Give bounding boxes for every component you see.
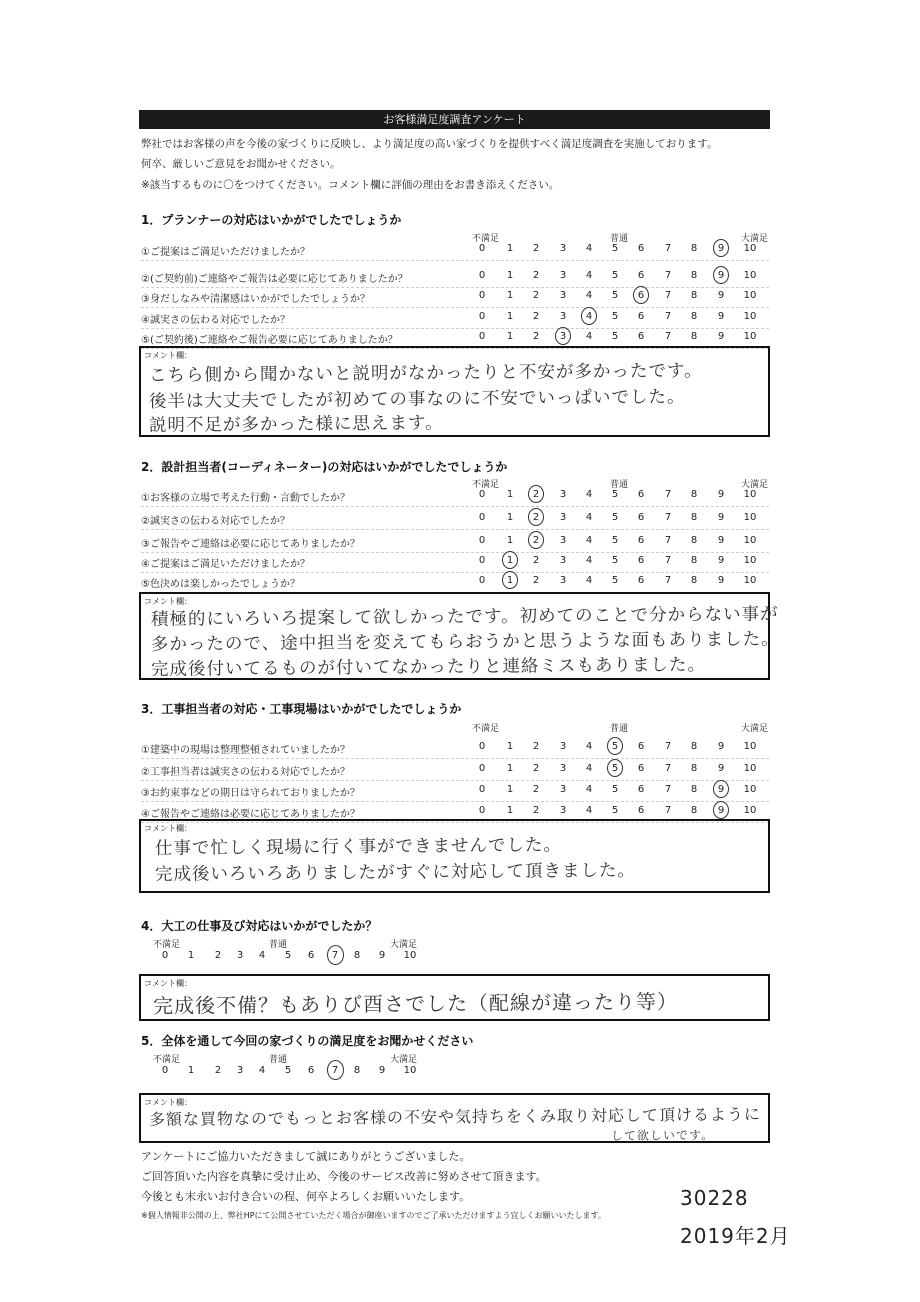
- scale-option-8[interactable]: 8: [690, 489, 698, 500]
- scale-mid-label: 普通: [610, 724, 629, 734]
- scale-option-3[interactable]: 3: [559, 489, 567, 500]
- scale-option-9[interactable]: 9: [378, 1065, 386, 1076]
- scale-option-1[interactable]: 1: [506, 243, 514, 254]
- scale-option-4[interactable]: 4: [585, 763, 593, 774]
- scale-option-10[interactable]: 10: [743, 243, 757, 254]
- scale-option-2[interactable]: 2: [532, 555, 540, 566]
- scale-option-1[interactable]: 1: [506, 784, 514, 795]
- scale-option-1[interactable]: 1: [506, 575, 514, 586]
- scale-option-7[interactable]: 7: [664, 805, 672, 816]
- scale-option-8[interactable]: 8: [690, 270, 698, 281]
- handwritten-comment-line: 完成後不備？もありび酉さでした（配線が違ったり等）: [152, 989, 679, 1018]
- selected-circle-mark: [327, 945, 344, 965]
- scale-option-9[interactable]: 9: [717, 290, 725, 301]
- scale-option-2[interactable]: 2: [532, 243, 540, 254]
- scale-option-10[interactable]: 10: [743, 741, 757, 752]
- scale-option-8[interactable]: 8: [690, 741, 698, 752]
- scale-option-2[interactable]: 2: [532, 331, 540, 342]
- scale-option-3[interactable]: 3: [559, 555, 567, 566]
- scale-option-10[interactable]: 10: [743, 575, 757, 586]
- scale-option-5[interactable]: 5: [284, 1065, 292, 1076]
- scale-option-7[interactable]: 7: [664, 763, 672, 774]
- scale-option-0[interactable]: 0: [478, 535, 486, 546]
- question-label: ①お客様の立場で考えた行動・言動でしたか？: [141, 493, 350, 504]
- section-4-title: 4．大工の仕事及び対応はいかがでしたか？: [141, 919, 378, 933]
- scale-option-1[interactable]: 1: [506, 763, 514, 774]
- scale-option-10[interactable]: 10: [743, 535, 757, 546]
- scale-low-label: 不満足: [472, 234, 500, 244]
- scale-option-2[interactable]: 2: [532, 535, 540, 546]
- scale-option-8[interactable]: 8: [690, 805, 698, 816]
- scale-option-4[interactable]: 4: [585, 784, 593, 795]
- scale-option-5[interactable]: 5: [611, 489, 619, 500]
- scale-option-2[interactable]: 2: [532, 763, 540, 774]
- scale-option-4[interactable]: 4: [585, 512, 593, 523]
- scale-option-10[interactable]: 10: [743, 311, 757, 322]
- section-2-title: 2．設計担当者(コーディネーター)の対応はいかがでしたでしょうか: [141, 460, 508, 474]
- scale-option-4[interactable]: 4: [585, 489, 593, 500]
- scale-option-8[interactable]: 8: [690, 290, 698, 301]
- scale-option-9[interactable]: 9: [717, 784, 725, 795]
- handwritten-comment-line: 後半は大丈夫でしたが初めての事なのに不安でいっぱいでした。: [148, 387, 686, 412]
- scale-option-4[interactable]: 4: [585, 311, 593, 322]
- scale-option-6[interactable]: 6: [637, 555, 645, 566]
- scale-option-7[interactable]: 7: [664, 575, 672, 586]
- scale-option-6[interactable]: 6: [637, 270, 645, 281]
- comment-label: コメント欄：: [144, 1098, 192, 1107]
- section-3-title: 3．工事担当者の対応・工事現場はいかがでしたでしょうか: [141, 702, 462, 716]
- scale-option-4[interactable]: 4: [258, 1065, 266, 1076]
- question-row-divider: [141, 506, 769, 507]
- scale-option-7[interactable]: 7: [664, 741, 672, 752]
- scale-option-7[interactable]: 7: [664, 331, 672, 342]
- scale-option-0[interactable]: 0: [478, 489, 486, 500]
- scale-option-9[interactable]: 9: [717, 243, 725, 254]
- scale-option-7[interactable]: 7: [331, 950, 339, 961]
- privacy-note: ※個人情報非公開の上、弊社HPにて公開させていただく場合が御座いますのでご了承いただけますよう宜しくお願いいたします。: [141, 1211, 606, 1220]
- question-label: ⑤色決めは楽しかったでしょうか？: [141, 579, 300, 590]
- question-label: ④誠実さの伝わる対応でしたか？: [141, 315, 290, 326]
- scale-option-9[interactable]: 9: [717, 311, 725, 322]
- scale-option-3[interactable]: 3: [559, 243, 567, 254]
- scale-option-6[interactable]: 6: [637, 512, 645, 523]
- scale-mid-label: 普通: [269, 1055, 288, 1065]
- intro-line-1: 弊社ではお客様の声を今後の家づくりに反映し、より満足度の高い家づくりを提供すべく満足度調査を実施しております。: [141, 138, 718, 150]
- comment-label: コメント欄：: [144, 824, 192, 833]
- comment-label: コメント欄：: [144, 979, 192, 988]
- scale-option-1[interactable]: 1: [506, 270, 514, 281]
- question-label: ②工事担当者は誠実さの伝わる対応でしたか？: [141, 767, 350, 778]
- scale-option-3[interactable]: 3: [559, 290, 567, 301]
- scale-option-8[interactable]: 8: [690, 243, 698, 254]
- scale-option-3[interactable]: 3: [559, 805, 567, 816]
- selected-circle-mark: [713, 801, 729, 819]
- scale-option-7[interactable]: 7: [664, 489, 672, 500]
- section-1-comment-box: [139, 346, 770, 437]
- scale-option-4[interactable]: 4: [585, 535, 593, 546]
- scale-option-7[interactable]: 7: [664, 311, 672, 322]
- question-row-divider: [141, 780, 769, 781]
- scale-option-0[interactable]: 0: [478, 311, 486, 322]
- scale-option-4[interactable]: 4: [585, 555, 593, 566]
- scale-option-1[interactable]: 1: [506, 331, 514, 342]
- scale-option-4[interactable]: 4: [585, 741, 593, 752]
- scale-option-0[interactable]: 0: [161, 950, 169, 961]
- scale-option-4[interactable]: 4: [585, 331, 593, 342]
- selected-circle-mark: [528, 485, 544, 503]
- scale-option-10[interactable]: 10: [403, 950, 417, 961]
- scale-option-1[interactable]: 1: [506, 512, 514, 523]
- handwritten-comment-line: 完成後いろいろありましたがすぐに対応して頂きました。: [154, 860, 637, 885]
- scale-option-10[interactable]: 10: [743, 784, 757, 795]
- scale-option-7[interactable]: 7: [664, 243, 672, 254]
- question-label: ③お約束事などの期日は守られておりましたか？: [141, 788, 360, 799]
- scale-option-7[interactable]: 7: [331, 1065, 339, 1076]
- question-row-divider: [141, 328, 769, 329]
- scale-option-0[interactable]: 0: [478, 331, 486, 342]
- scale-option-2[interactable]: 2: [532, 805, 540, 816]
- scale-low-label: 不満足: [153, 1055, 181, 1065]
- scale-option-10[interactable]: 10: [743, 512, 757, 523]
- scale-option-0[interactable]: 0: [478, 243, 486, 254]
- question-row-divider: [141, 260, 769, 261]
- question-label: ②(ご契約前)ご連絡やご報告は必要に応じてありましたか？: [141, 274, 408, 285]
- selected-circle-mark: [502, 571, 518, 589]
- scale-low-label: 不満足: [153, 940, 181, 950]
- handwritten-comment-line: 多額な買物なのでもっとお客様の不安や気持ちをくみ取り対応して頂けるように: [148, 1104, 762, 1129]
- scale-option-2[interactable]: 2: [532, 741, 540, 752]
- scale-option-3[interactable]: 3: [559, 741, 567, 752]
- handwritten-comment-line: して欲しいです。: [610, 1128, 715, 1143]
- scale-option-5[interactable]: 5: [611, 555, 619, 566]
- scale-option-2[interactable]: 2: [532, 784, 540, 795]
- scale-option-7[interactable]: 7: [664, 535, 672, 546]
- scale-option-0[interactable]: 0: [478, 270, 486, 281]
- scale-option-0[interactable]: 0: [478, 805, 486, 816]
- scale-option-2[interactable]: 2: [214, 1065, 222, 1076]
- scale-option-8[interactable]: 8: [353, 950, 361, 961]
- selected-circle-mark: [713, 239, 729, 257]
- section-5-comment-box: [139, 1093, 770, 1143]
- scale-option-10[interactable]: 10: [743, 555, 757, 566]
- scale-option-1[interactable]: 1: [187, 1065, 195, 1076]
- thanks-line-3: 今後とも末永いお付き合いの程、何卒よろしくお願いいたします。: [141, 1190, 471, 1203]
- thanks-line-1: アンケートにご協力いただきまして誠にありがとうございました。: [141, 1150, 471, 1163]
- scale-option-2[interactable]: 2: [532, 311, 540, 322]
- scale-high-label: 大満足: [741, 480, 769, 490]
- scale-option-0[interactable]: 0: [478, 763, 486, 774]
- scale-high-label: 大満足: [741, 234, 769, 244]
- scale-option-9[interactable]: 9: [717, 805, 725, 816]
- scale-option-10[interactable]: 10: [743, 331, 757, 342]
- scale-option-3[interactable]: 3: [559, 270, 567, 281]
- scale-option-5[interactable]: 5: [284, 950, 292, 961]
- scale-option-1[interactable]: 1: [506, 290, 514, 301]
- scale-option-9[interactable]: 9: [717, 270, 725, 281]
- scale-option-9[interactable]: 9: [717, 763, 725, 774]
- scale-option-5[interactable]: 5: [611, 763, 619, 774]
- scale-option-10[interactable]: 10: [403, 1065, 417, 1076]
- survey-title-bar: お客様満足度調査アンケート: [139, 110, 770, 129]
- scale-option-8[interactable]: 8: [690, 512, 698, 523]
- selected-circle-mark: [713, 780, 729, 798]
- scale-option-8[interactable]: 8: [690, 763, 698, 774]
- scale-option-4[interactable]: 4: [585, 243, 593, 254]
- scale-option-6[interactable]: 6: [637, 784, 645, 795]
- scale-high-label: 大満足: [390, 940, 418, 950]
- question-label: ①建築中の現場は整理整頓されていましたか？: [141, 745, 350, 756]
- scale-option-6[interactable]: 6: [637, 243, 645, 254]
- scale-option-9[interactable]: 9: [717, 555, 725, 566]
- handwritten-comment-line: 完成後付いてるものが付いてなかったりと連絡ミスもありました。: [150, 655, 707, 680]
- scale-option-7[interactable]: 7: [664, 290, 672, 301]
- scale-option-2[interactable]: 2: [532, 489, 540, 500]
- question-row-divider: [141, 801, 769, 802]
- section-3-comment-box: [139, 819, 770, 893]
- scale-option-6[interactable]: 6: [637, 311, 645, 322]
- scale-option-6[interactable]: 6: [637, 741, 645, 752]
- scale-option-10[interactable]: 10: [743, 805, 757, 816]
- scale-mid-label: 普通: [610, 234, 629, 244]
- scale-option-2[interactable]: 2: [214, 950, 222, 961]
- handwritten-comment-line: こちら側から聞かないと説明がなかったりと不安が多かったです。: [148, 361, 703, 386]
- scale-option-3[interactable]: 3: [559, 575, 567, 586]
- section-2-comment-box: [139, 592, 780, 680]
- question-row-divider: [141, 307, 769, 308]
- scale-option-3[interactable]: 3: [236, 1065, 244, 1076]
- scale-option-6[interactable]: 6: [637, 575, 645, 586]
- scale-option-1[interactable]: 1: [506, 489, 514, 500]
- scale-option-5[interactable]: 5: [611, 243, 619, 254]
- scale-option-7[interactable]: 7: [664, 784, 672, 795]
- question-label: ③身だしなみや清潔感はいかがでしたでしょうか？: [141, 294, 370, 305]
- scale-option-0[interactable]: 0: [161, 1065, 169, 1076]
- scale-option-5[interactable]: 5: [611, 784, 619, 795]
- scale-option-9[interactable]: 9: [717, 535, 725, 546]
- scale-option-5[interactable]: 5: [611, 270, 619, 281]
- scale-low-label: 不満足: [472, 724, 500, 734]
- scale-option-1[interactable]: 1: [187, 950, 195, 961]
- scale-option-8[interactable]: 8: [690, 575, 698, 586]
- selected-circle-mark: [607, 737, 623, 755]
- scale-option-4[interactable]: 4: [585, 290, 593, 301]
- selected-circle-mark: [633, 286, 649, 304]
- scale-option-6[interactable]: 6: [637, 489, 645, 500]
- handwritten-comment-line: 積極的にいろいろ提案して欲しかったです。初めてのことで分からない事が: [150, 604, 779, 630]
- scale-option-5[interactable]: 5: [611, 311, 619, 322]
- scale-option-8[interactable]: 8: [690, 535, 698, 546]
- scale-option-7[interactable]: 7: [664, 555, 672, 566]
- scale-option-9[interactable]: 9: [717, 575, 725, 586]
- scale-option-4[interactable]: 4: [585, 575, 593, 586]
- scale-option-8[interactable]: 8: [690, 784, 698, 795]
- scale-option-6[interactable]: 6: [637, 290, 645, 301]
- scale-option-5[interactable]: 5: [611, 535, 619, 546]
- selected-circle-mark: [581, 307, 597, 325]
- selected-circle-mark: [555, 327, 571, 345]
- question-label: ④ご報告やご連絡は必要に応じてありましたか？: [141, 809, 360, 820]
- scale-option-0[interactable]: 0: [478, 512, 486, 523]
- selected-circle-mark: [713, 266, 729, 284]
- scale-option-0[interactable]: 0: [478, 555, 486, 566]
- scale-option-4[interactable]: 4: [585, 270, 593, 281]
- question-row-divider: [141, 552, 769, 553]
- scale-option-8[interactable]: 8: [690, 331, 698, 342]
- scale-option-1[interactable]: 1: [506, 555, 514, 566]
- scale-high-label: 大満足: [390, 1055, 418, 1065]
- scale-option-5[interactable]: 5: [611, 290, 619, 301]
- scale-option-8[interactable]: 8: [690, 555, 698, 566]
- intro-line-2: 何卒、厳しいご意見をお聞かせください。: [141, 158, 341, 170]
- question-label: ②誠実さの伝わる対応でしたか？: [141, 516, 290, 527]
- scale-low-label: 不満足: [472, 480, 500, 490]
- scale-option-2[interactable]: 2: [532, 290, 540, 301]
- scale-option-6[interactable]: 6: [637, 805, 645, 816]
- scale-option-9[interactable]: 9: [378, 950, 386, 961]
- scale-option-5[interactable]: 5: [611, 805, 619, 816]
- scale-option-9[interactable]: 9: [717, 489, 725, 500]
- scale-option-5[interactable]: 5: [611, 741, 619, 752]
- scale-option-9[interactable]: 9: [717, 331, 725, 342]
- question-row-divider: [141, 758, 769, 759]
- selected-circle-mark: [528, 508, 544, 526]
- section-5-title: 5．全体を通して今回の家づくりの満足度をお聞かせください: [141, 1034, 474, 1048]
- scale-option-0[interactable]: 0: [478, 575, 486, 586]
- selected-circle-mark: [502, 551, 518, 569]
- handwritten-comment-line: 多かったので、途中担当を変えてもらおうかと思うような面もありました。: [150, 629, 780, 655]
- comment-label: コメント欄：: [144, 351, 192, 360]
- scale-mid-label: 普通: [610, 480, 629, 490]
- scale-mid-label: 普通: [269, 940, 288, 950]
- scale-option-1[interactable]: 1: [506, 741, 514, 752]
- scale-option-8[interactable]: 8: [690, 311, 698, 322]
- scale-option-1[interactable]: 1: [506, 535, 514, 546]
- scale-option-3[interactable]: 3: [236, 950, 244, 961]
- scale-option-3[interactable]: 3: [559, 512, 567, 523]
- handwritten-comment-line: 仕事で忙しく現場に行く事ができませんでした。: [154, 835, 563, 859]
- scale-option-5[interactable]: 5: [611, 331, 619, 342]
- scale-option-0[interactable]: 0: [478, 741, 486, 752]
- scale-option-4[interactable]: 4: [585, 805, 593, 816]
- handwritten-date: 2019年2月: [680, 1224, 791, 1248]
- scale-option-3[interactable]: 3: [559, 535, 567, 546]
- thanks-line-2: ご回答頂いた内容を真摯に受け止め、今後のサービス改善に努めさせて頂きます。: [141, 1170, 547, 1183]
- scale-option-9[interactable]: 9: [717, 741, 725, 752]
- scale-option-4[interactable]: 4: [258, 950, 266, 961]
- scale-option-0[interactable]: 0: [478, 784, 486, 795]
- question-row-divider: [141, 287, 769, 288]
- scale-option-7[interactable]: 7: [664, 512, 672, 523]
- scale-option-6[interactable]: 6: [637, 535, 645, 546]
- scale-option-2[interactable]: 2: [532, 575, 540, 586]
- scale-option-10[interactable]: 10: [743, 290, 757, 301]
- section-4-comment-box: [139, 974, 770, 1021]
- scale-option-0[interactable]: 0: [478, 290, 486, 301]
- scale-option-6[interactable]: 6: [307, 950, 315, 961]
- scale-option-3[interactable]: 3: [559, 784, 567, 795]
- scale-option-5[interactable]: 5: [611, 512, 619, 523]
- question-label: ④ご提案はご満足いただけましたか？: [141, 559, 310, 570]
- question-row-divider: [141, 572, 769, 573]
- scale-option-10[interactable]: 10: [743, 763, 757, 774]
- scale-option-3[interactable]: 3: [559, 763, 567, 774]
- selected-circle-mark: [607, 759, 623, 777]
- scale-option-3[interactable]: 3: [559, 331, 567, 342]
- scale-option-9[interactable]: 9: [717, 512, 725, 523]
- scale-option-5[interactable]: 5: [611, 575, 619, 586]
- scale-option-2[interactable]: 2: [532, 270, 540, 281]
- scale-option-3[interactable]: 3: [559, 311, 567, 322]
- scale-option-8[interactable]: 8: [353, 1065, 361, 1076]
- selected-circle-mark: [327, 1060, 344, 1080]
- question-label: ③ご報告やご連絡は必要に応じてありましたか？: [141, 539, 360, 550]
- section-1-title: 1．プランナーの対応はいかがでしたでしょうか: [141, 213, 402, 227]
- question-label: ⑤(ご契約後)ご連絡やご報告必要に応じてありましたか？: [141, 335, 398, 346]
- scale-option-10[interactable]: 10: [743, 270, 757, 281]
- intro-line-3: ※該当するものに〇をつけてください。コメント欄に評価の理由をお書き添えください。: [141, 179, 560, 191]
- scale-option-7[interactable]: 7: [664, 270, 672, 281]
- selected-circle-mark: [528, 531, 544, 549]
- question-label: ①ご提案はご満足いただけましたか？: [141, 247, 310, 258]
- handwritten-comment-line: 説明不足が多かった様に思えます。: [148, 413, 444, 436]
- scale-option-6[interactable]: 6: [307, 1065, 315, 1076]
- scale-option-6[interactable]: 6: [637, 763, 645, 774]
- scale-option-2[interactable]: 2: [532, 512, 540, 523]
- comment-label: コメント欄：: [144, 597, 192, 606]
- handwritten-id: 30228: [680, 1186, 749, 1210]
- question-row-divider: [141, 529, 769, 530]
- scale-option-6[interactable]: 6: [637, 331, 645, 342]
- scale-option-10[interactable]: 10: [743, 489, 757, 500]
- scale-high-label: 大満足: [741, 724, 769, 734]
- scale-option-1[interactable]: 1: [506, 805, 514, 816]
- scale-option-1[interactable]: 1: [506, 311, 514, 322]
